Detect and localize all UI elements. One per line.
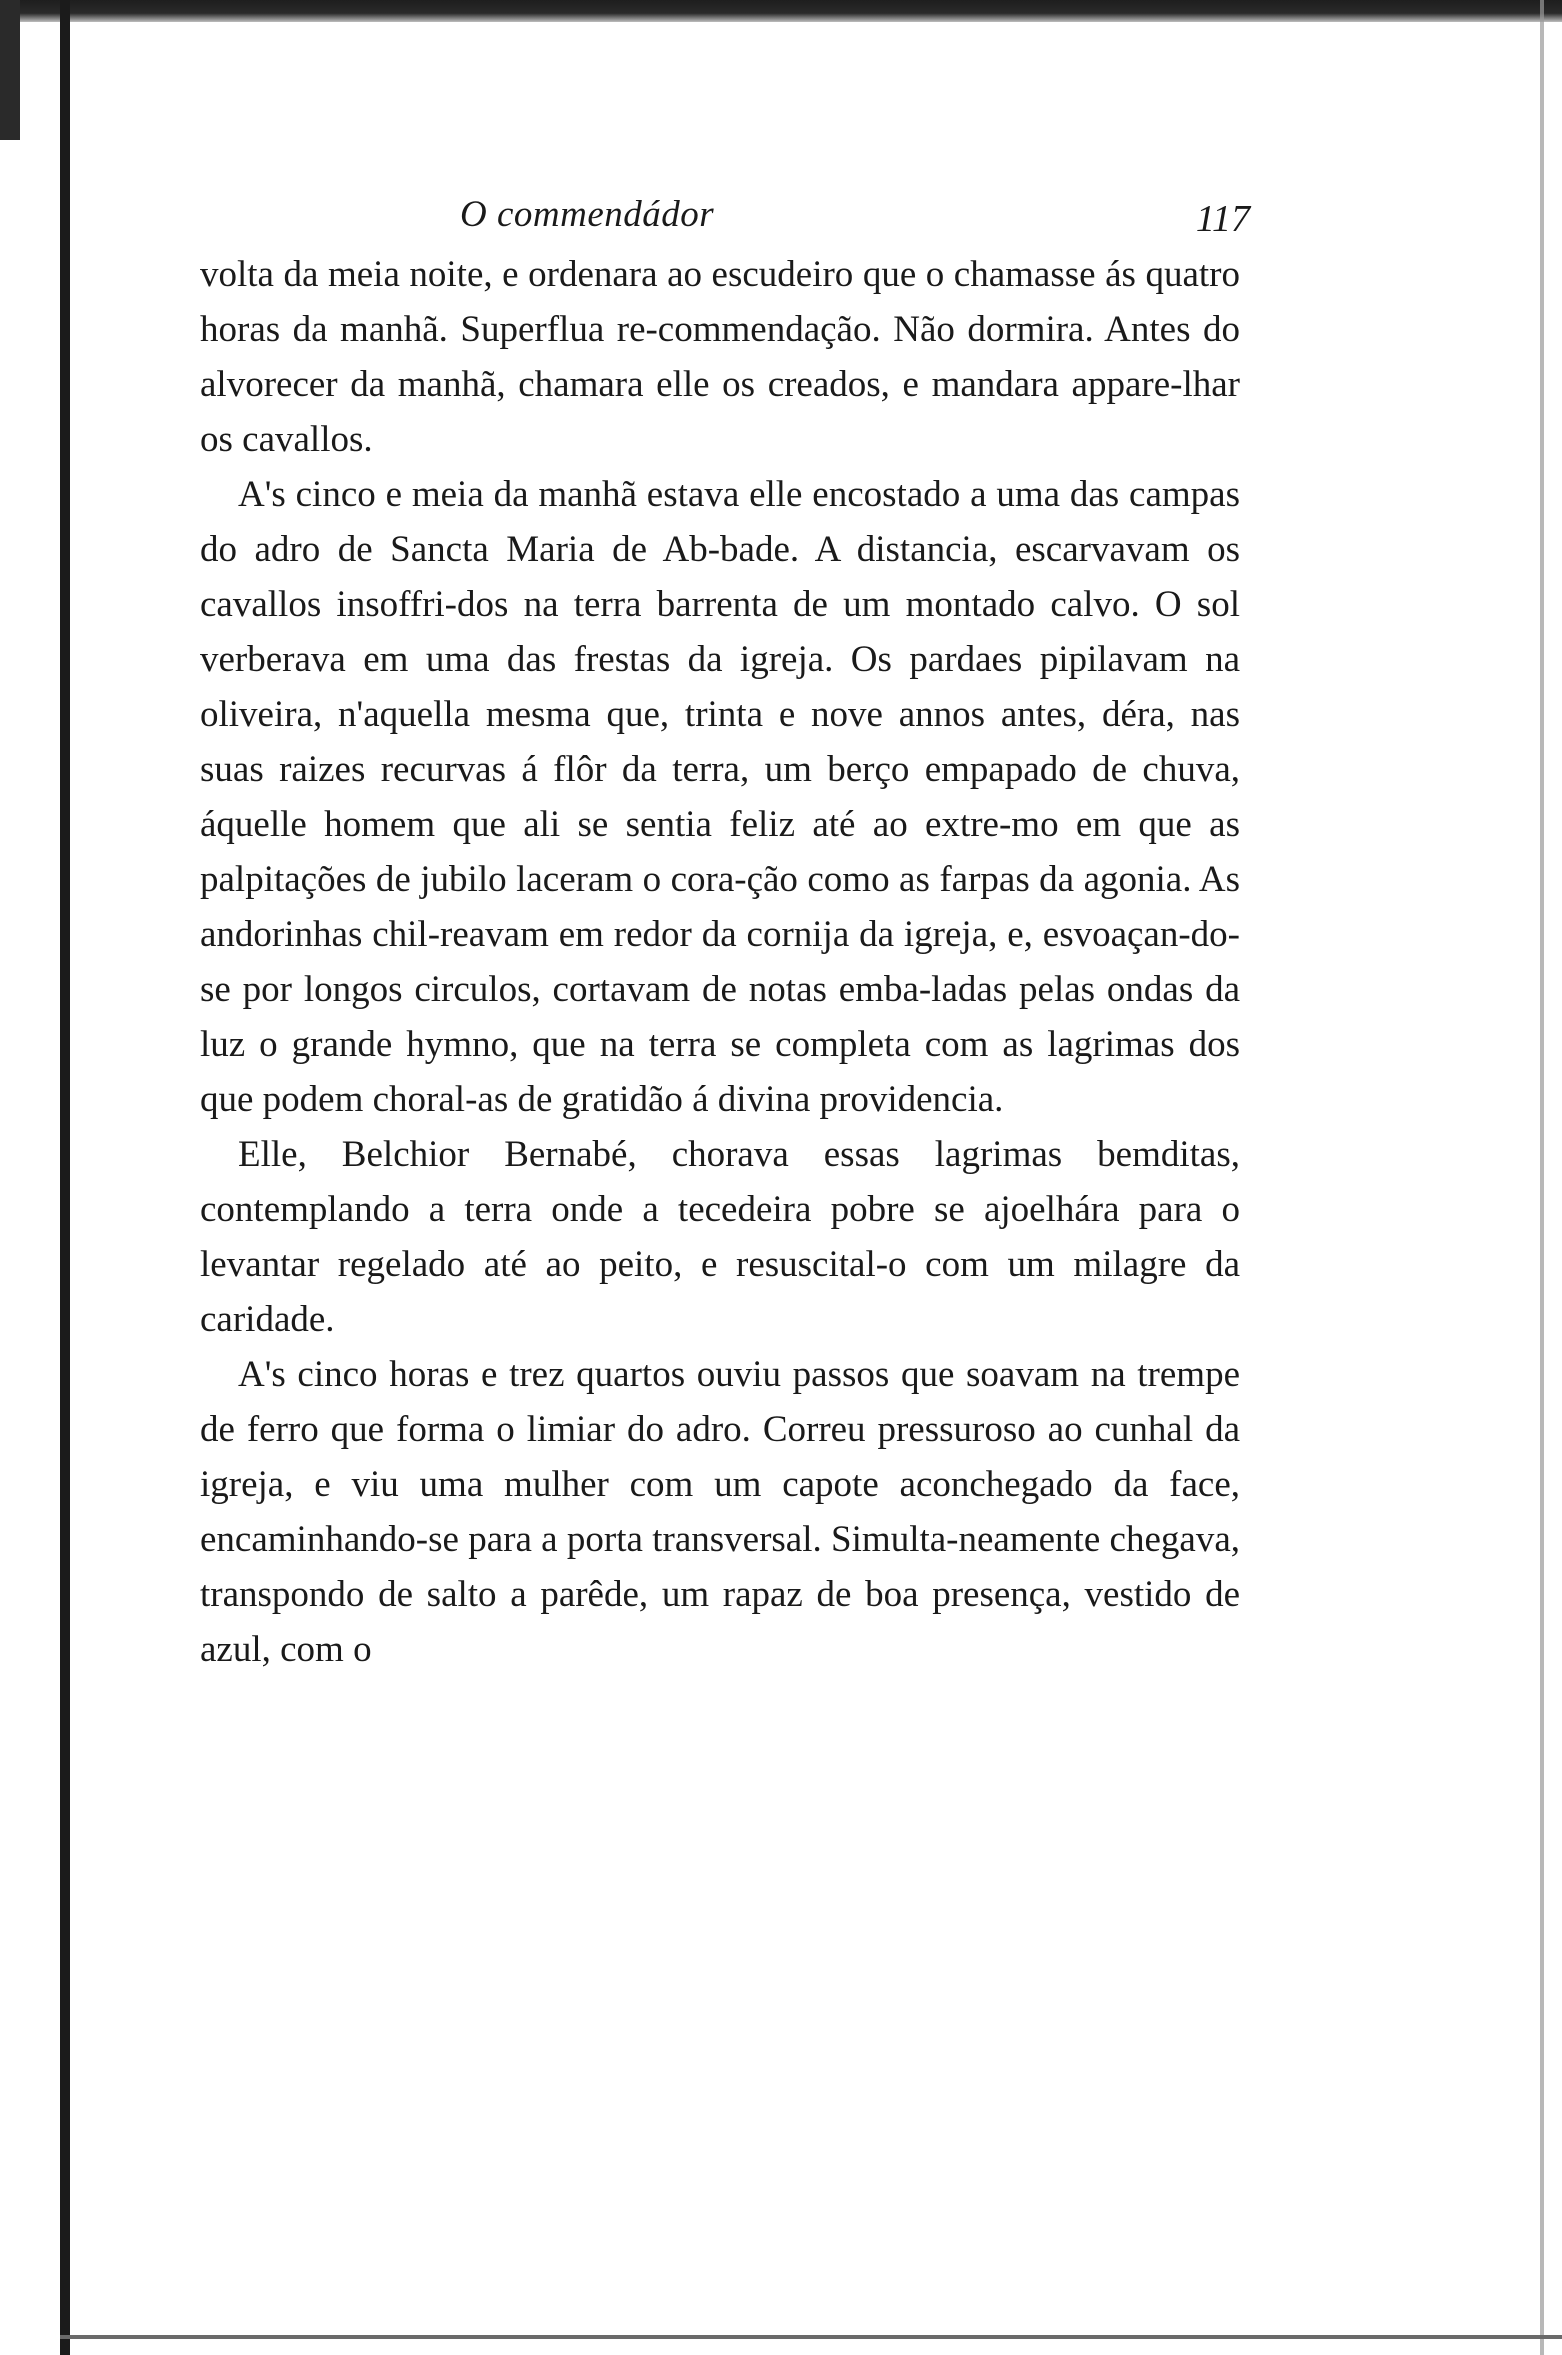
running-title: O commendádor	[460, 194, 715, 235]
paragraph-2: A's cinco e meia da manhã estava elle encostado a uma das campas do adro de Sancta Maria de Ab-bade. A distancia, escarvavam os cavallos insoffri-dos na terra barrenta de um montado calvo. O sol verberava em uma das frestas da igreja. Os pardaes pipilavam na oliveira, n'aquella mesma que, trinta e nove annos antes, déra, nas suas raizes recurvas á flôr da terra, um berço empapado de chuva, áquelle homem que ali se sentia feliz até ao extre-mo em que as palpitações de jubilo laceram o cora-ção como as farpas da agonia. As andorinhas chil-reavam em redor da cornija da igreja, e, esvoaçan-do-se por longos circulos, cortavam de notas emba-ladas pelas ondas da luz o grande hymno, que na terra se completa com as lagrimas dos que podem choral-as de gratidão á divina providencia.	[200, 474, 1240, 1120]
book-page	[200, 175, 1250, 1677]
running-head	[200, 175, 1250, 245]
page-number: 117	[1195, 198, 1250, 240]
paragraph-4: A's cinco horas e trez quartos ouviu passos que soavam na trempe de ferro que forma o limiar do adro. Correu pressuroso ao cunhal da igreja, e viu uma mulher com um capote aconchegado da face, encaminhando-se para a porta transversal. Simulta-neamente chegava, transpondo de salto a parêde, um rapaz de boa presença, vestido de azul, com o	[200, 1354, 1240, 1670]
scan-edge-bottom	[60, 2335, 1562, 2339]
paragraph-3: Elle, Belchior Bernabé, chorava essas lagrimas bemditas, contemplando a terra onde a tecedeira pobre se ajoelhára para o levantar regelado até ao peito, e resuscital-o com um milagre da caridade.	[200, 1134, 1240, 1340]
body-text	[200, 247, 1240, 1677]
paragraph-1: volta da meia noite, e ordenara ao escudeiro que o chamasse ás quatro horas da manhã. Superflua re-commendação. Não dormira. Antes do alvorecer da manhã, chamara elle os creados, e mandara appare-lhar os cavallos.	[200, 254, 1240, 460]
scan-edge-left-outer	[0, 0, 20, 140]
scan-edge-top	[0, 0, 1562, 22]
scan-edge-left	[60, 0, 70, 2355]
scan-edge-right	[1540, 0, 1544, 2355]
